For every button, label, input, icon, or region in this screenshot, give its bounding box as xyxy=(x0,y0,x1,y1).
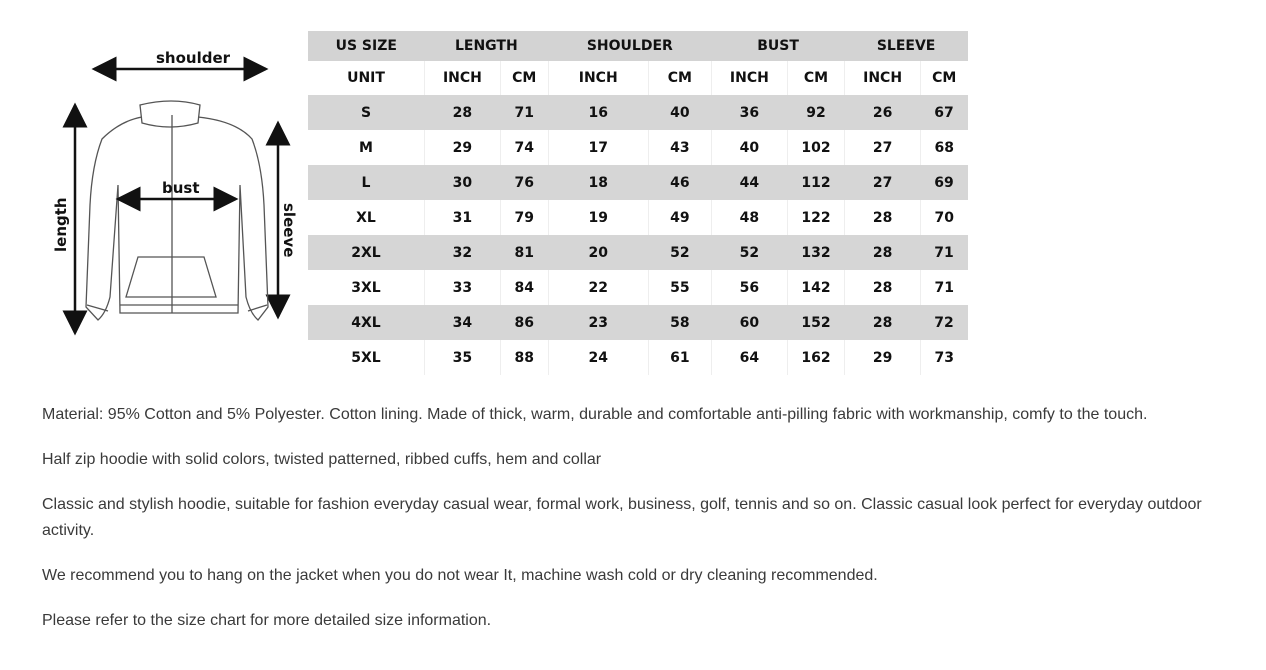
unit-cell: INCH xyxy=(711,61,787,95)
unit-cell: CM xyxy=(500,61,548,95)
shoulder-label: shoulder xyxy=(156,49,231,67)
measurement-cell: 73 xyxy=(921,340,968,375)
size-row xyxy=(308,305,968,340)
measurement-cell: 43 xyxy=(648,130,711,165)
measurement-cell: 36 xyxy=(711,95,787,130)
measurement-cell: 40 xyxy=(648,95,711,130)
size-row xyxy=(308,340,968,375)
unit-cell: CM xyxy=(648,61,711,95)
jacket-outline xyxy=(86,101,268,320)
description-style: Half zip hoodie with solid colors, twisted patterned, ribbed cuffs, hem and collar xyxy=(42,451,602,468)
size-label-cell: L xyxy=(308,165,425,200)
unit-cell: CM xyxy=(921,61,968,95)
measurement-cell: 29 xyxy=(425,130,501,165)
measurement-cell: 49 xyxy=(648,200,711,235)
header-bust: BUST xyxy=(711,31,844,61)
size-row xyxy=(308,200,968,235)
measurement-cell: 142 xyxy=(787,270,844,305)
measurement-cell: 28 xyxy=(845,235,921,270)
measurement-cell: 84 xyxy=(500,270,548,305)
unit-cell: CM xyxy=(787,61,844,95)
measurement-cell: 122 xyxy=(787,200,844,235)
measurement-cell: 28 xyxy=(425,95,501,130)
jacket-measurement-diagram xyxy=(40,35,300,345)
measurement-cell: 71 xyxy=(921,235,968,270)
measurement-cell: 70 xyxy=(921,200,968,235)
measurement-cell: 34 xyxy=(425,305,501,340)
size-row xyxy=(308,165,968,200)
measurement-cell: 52 xyxy=(711,235,787,270)
measurement-cell: 24 xyxy=(548,340,648,375)
measurement-cell: 61 xyxy=(648,340,711,375)
bust-label: bust xyxy=(162,179,200,197)
measurement-cell: 92 xyxy=(787,95,844,130)
jacket-illustration xyxy=(40,35,300,345)
measurement-cell: 56 xyxy=(711,270,787,305)
measurement-cell: 55 xyxy=(648,270,711,305)
measurement-cell: 44 xyxy=(711,165,787,200)
size-label-cell: XL xyxy=(308,200,425,235)
description-care: We recommend you to hang on the jacket when you do not wear It, machine wash cold or dry cleaning recommended. xyxy=(42,567,878,584)
measurement-cell: 52 xyxy=(648,235,711,270)
measurement-cell: 19 xyxy=(548,200,648,235)
measurement-cell: 20 xyxy=(548,235,648,270)
product-description xyxy=(42,402,1212,653)
header-sleeve: SLEEVE xyxy=(845,31,968,61)
measurement-cell: 79 xyxy=(500,200,548,235)
measurement-cell: 18 xyxy=(548,165,648,200)
unit-cell: INCH xyxy=(548,61,648,95)
measurement-cell: 23 xyxy=(548,305,648,340)
measurement-cell: 112 xyxy=(787,165,844,200)
size-chart-body xyxy=(308,31,968,375)
measurement-cell: 60 xyxy=(711,305,787,340)
unit-cell: INCH xyxy=(425,61,501,95)
measurement-cell: 86 xyxy=(500,305,548,340)
measurement-cell: 17 xyxy=(548,130,648,165)
measurement-cell: 64 xyxy=(711,340,787,375)
unit-row xyxy=(308,61,968,95)
measurement-cell: 152 xyxy=(787,305,844,340)
size-row xyxy=(308,130,968,165)
measurement-cell: 88 xyxy=(500,340,548,375)
measurement-cell: 33 xyxy=(425,270,501,305)
size-row xyxy=(308,235,968,270)
measurement-cell: 30 xyxy=(425,165,501,200)
measurement-cell: 132 xyxy=(787,235,844,270)
measurement-cell: 26 xyxy=(845,95,921,130)
measurement-cell: 68 xyxy=(921,130,968,165)
description-size-note: Please refer to the size chart for more detailed size information. xyxy=(42,612,492,629)
size-label-cell: 4XL xyxy=(308,305,425,340)
description-material: Material: 95% Cotton and 5% Polyester. Cotton lining. Made of thick, warm, durable and comfortable anti-pilling fabric with workmanship, comfy to the touch. xyxy=(42,406,1148,423)
unit-cell: UNIT xyxy=(308,61,425,95)
measurement-cell: 69 xyxy=(921,165,968,200)
measurement-cell: 35 xyxy=(425,340,501,375)
measurement-cell: 29 xyxy=(845,340,921,375)
measurement-cell: 58 xyxy=(648,305,711,340)
size-label-cell: S xyxy=(308,95,425,130)
description-usage: Classic and stylish hoodie, suitable for fashion everyday casual wear, formal work, business, golf, tennis and so on. Classic casual look perfect for everyday outdoor activity. xyxy=(42,496,1202,539)
measurement-cell: 28 xyxy=(845,305,921,340)
header-length: LENGTH xyxy=(425,31,549,61)
measurement-cell: 74 xyxy=(500,130,548,165)
size-chart-table xyxy=(308,31,968,375)
measurement-cell: 67 xyxy=(921,95,968,130)
header-shoulder: SHOULDER xyxy=(548,31,711,61)
measurement-cell: 48 xyxy=(711,200,787,235)
measurement-cell: 28 xyxy=(845,270,921,305)
measurement-cell: 28 xyxy=(845,200,921,235)
measurement-cell: 102 xyxy=(787,130,844,165)
size-label-cell: M xyxy=(308,130,425,165)
measurement-cell: 16 xyxy=(548,95,648,130)
measurement-cell: 27 xyxy=(845,130,921,165)
group-header-row xyxy=(308,31,968,61)
measurement-cell: 40 xyxy=(711,130,787,165)
length-label: length xyxy=(52,197,70,252)
size-row xyxy=(308,270,968,305)
measurement-cell: 71 xyxy=(500,95,548,130)
measurement-cell: 72 xyxy=(921,305,968,340)
measurement-cell: 76 xyxy=(500,165,548,200)
measurement-cell: 81 xyxy=(500,235,548,270)
unit-cell: INCH xyxy=(845,61,921,95)
measurement-cell: 22 xyxy=(548,270,648,305)
header-us-size: US SIZE xyxy=(308,31,425,61)
measurement-cell: 31 xyxy=(425,200,501,235)
sleeve-label: sleeve xyxy=(280,203,298,258)
size-label-cell: 2XL xyxy=(308,235,425,270)
measurement-cell: 27 xyxy=(845,165,921,200)
measurement-cell: 32 xyxy=(425,235,501,270)
size-label-cell: 3XL xyxy=(308,270,425,305)
measurement-cell: 46 xyxy=(648,165,711,200)
size-row xyxy=(308,95,968,130)
size-label-cell: 5XL xyxy=(308,340,425,375)
measurement-cell: 162 xyxy=(787,340,844,375)
measurement-cell: 71 xyxy=(921,270,968,305)
